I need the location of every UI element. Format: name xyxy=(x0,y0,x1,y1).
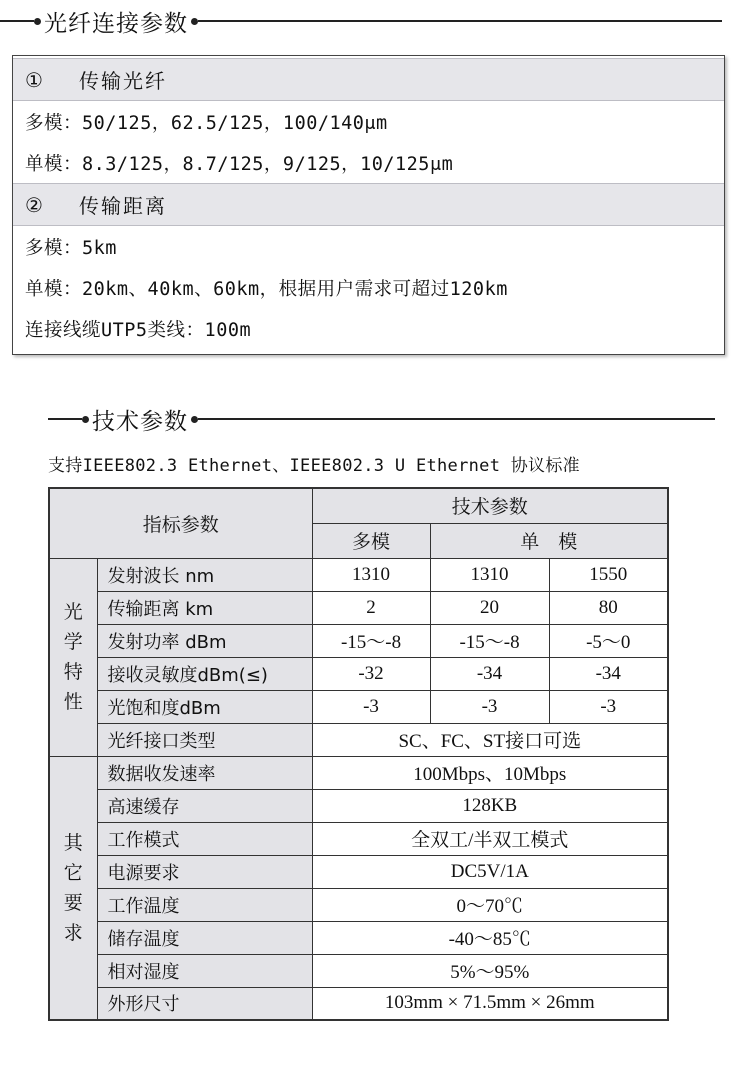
value-spec: 103mm × 71.5mm × 26mm xyxy=(312,987,668,1020)
heading-dot-right xyxy=(191,416,198,423)
value-singlemode-2: 1550 xyxy=(549,558,668,591)
row-label: 工作温度 xyxy=(97,888,312,921)
value-singlemode-2: 80 xyxy=(549,591,668,624)
table-row xyxy=(49,789,668,822)
row-label: 外形尺寸 xyxy=(97,987,312,1020)
heading-rule-right xyxy=(198,418,715,420)
multimode-cable-row: 多模：50/125，62.5/125，100/140μm xyxy=(25,112,388,134)
value-spec: -40～85℃ xyxy=(312,921,668,954)
section-title-fiber: 光纤连接参数 xyxy=(44,10,188,37)
group-other-char: 其 xyxy=(63,831,83,854)
value-singlemode-2: -3 xyxy=(549,690,668,723)
singlemode-cable-row: 单模：8.3/125，8.7/125，9/125，10/125μm xyxy=(25,153,454,175)
group-other-char: 它 xyxy=(63,861,83,884)
section-heading-tech xyxy=(48,402,715,436)
value-singlemode-1: 1310 xyxy=(430,558,549,591)
group-optical-char: 性 xyxy=(63,691,83,713)
table-row xyxy=(49,987,668,1020)
value-multimode: -15～-8 xyxy=(312,624,430,657)
table-row xyxy=(49,921,668,954)
row-label: 光纤接口类型 xyxy=(97,723,312,756)
table-header-row xyxy=(49,488,668,523)
group-other-char: 要 xyxy=(63,891,83,914)
singlemode-distance-row: 单模：20km、40km、60km，根据用户需求可超过120km xyxy=(25,278,508,300)
table-row xyxy=(49,756,668,789)
value-singlemode-1: -3 xyxy=(430,690,549,723)
cable-header-caption: 传输光纤 xyxy=(79,69,167,93)
protocol-support-text: 支持IEEE802.3 Ethernet、IEEE802.3 U Ethernet 协议标准 xyxy=(48,456,580,476)
table-row xyxy=(49,690,668,723)
header-tech-cell: 技术参数 xyxy=(312,488,668,523)
multimode-distance-row: 多模：5km xyxy=(25,237,117,259)
heading-dot-left xyxy=(34,18,41,25)
cable-header-row xyxy=(13,58,724,101)
row-label: 电源要求 xyxy=(97,855,312,888)
table-row xyxy=(49,888,668,921)
heading-dot-left xyxy=(82,416,89,423)
table-row xyxy=(49,624,668,657)
row-label: 光饱和度dBm xyxy=(97,690,312,723)
distance-header-row xyxy=(13,183,724,226)
group-other-cell xyxy=(49,756,97,1020)
value-singlemode-1: -15～-8 xyxy=(430,624,549,657)
value-multimode: 2 xyxy=(312,591,430,624)
row-label: 传输距离 km xyxy=(97,591,312,624)
group-optical-char: 特 xyxy=(63,661,83,683)
table-row xyxy=(49,558,668,591)
value-spec: 5%～95% xyxy=(312,954,668,987)
value-singlemode-2: -34 xyxy=(549,657,668,690)
group-other-char: 求 xyxy=(63,921,83,944)
distance-header-caption: 传输距离 xyxy=(79,194,167,218)
value-multimode: -3 xyxy=(312,690,430,723)
value-connector: SC、FC、ST接口可选 xyxy=(312,723,668,756)
value-spec: 100Mbps、10Mbps xyxy=(312,756,668,789)
row-label: 高速缓存 xyxy=(97,789,312,822)
table-row xyxy=(49,723,668,756)
header-index-cell: 指标参数 xyxy=(49,488,312,558)
table-row xyxy=(49,657,668,690)
table-row xyxy=(49,822,668,855)
value-spec: 0～70℃ xyxy=(312,888,668,921)
heading-rule-left xyxy=(48,418,82,420)
heading-rule-right xyxy=(198,20,722,22)
value-singlemode-1: -34 xyxy=(430,657,549,690)
cable-line-row: 连接线缆UTP5类线：100m xyxy=(25,319,252,341)
row-label: 储存温度 xyxy=(97,921,312,954)
group-optical-cell xyxy=(49,558,97,756)
table-row xyxy=(49,591,668,624)
heading-rule-left xyxy=(0,20,34,22)
heading-dot-right xyxy=(191,18,198,25)
value-spec: 128KB xyxy=(312,789,668,822)
value-spec: DC5V/1A xyxy=(312,855,668,888)
tech-spec-table xyxy=(48,487,669,1021)
row-label: 接收灵敏度dBm(≤) xyxy=(97,657,312,690)
group-optical-char: 光 xyxy=(63,601,83,623)
header-multimode-cell: 多模 xyxy=(312,523,430,558)
header-singlemode-cell: 单 模 xyxy=(430,523,668,558)
row-label: 数据收发速率 xyxy=(97,756,312,789)
value-spec: 全双工/半双工模式 xyxy=(312,822,668,855)
value-singlemode-2: -5～0 xyxy=(549,624,668,657)
circled-number-2: ② xyxy=(25,192,44,217)
table-row xyxy=(49,855,668,888)
group-optical-char: 学 xyxy=(63,631,83,653)
row-label: 发射功率 dBm xyxy=(97,624,312,657)
row-label: 工作模式 xyxy=(97,822,312,855)
section-title-tech: 技术参数 xyxy=(92,408,188,435)
circled-number-1: ① xyxy=(25,67,44,92)
row-label: 发射波长 nm xyxy=(97,558,312,591)
fiber-info-box xyxy=(12,55,725,355)
value-singlemode-1: 20 xyxy=(430,591,549,624)
value-multimode: 1310 xyxy=(312,558,430,591)
value-multimode: -32 xyxy=(312,657,430,690)
table-row xyxy=(49,954,668,987)
section-heading-fiber xyxy=(0,4,722,38)
row-label: 相对湿度 xyxy=(97,954,312,987)
